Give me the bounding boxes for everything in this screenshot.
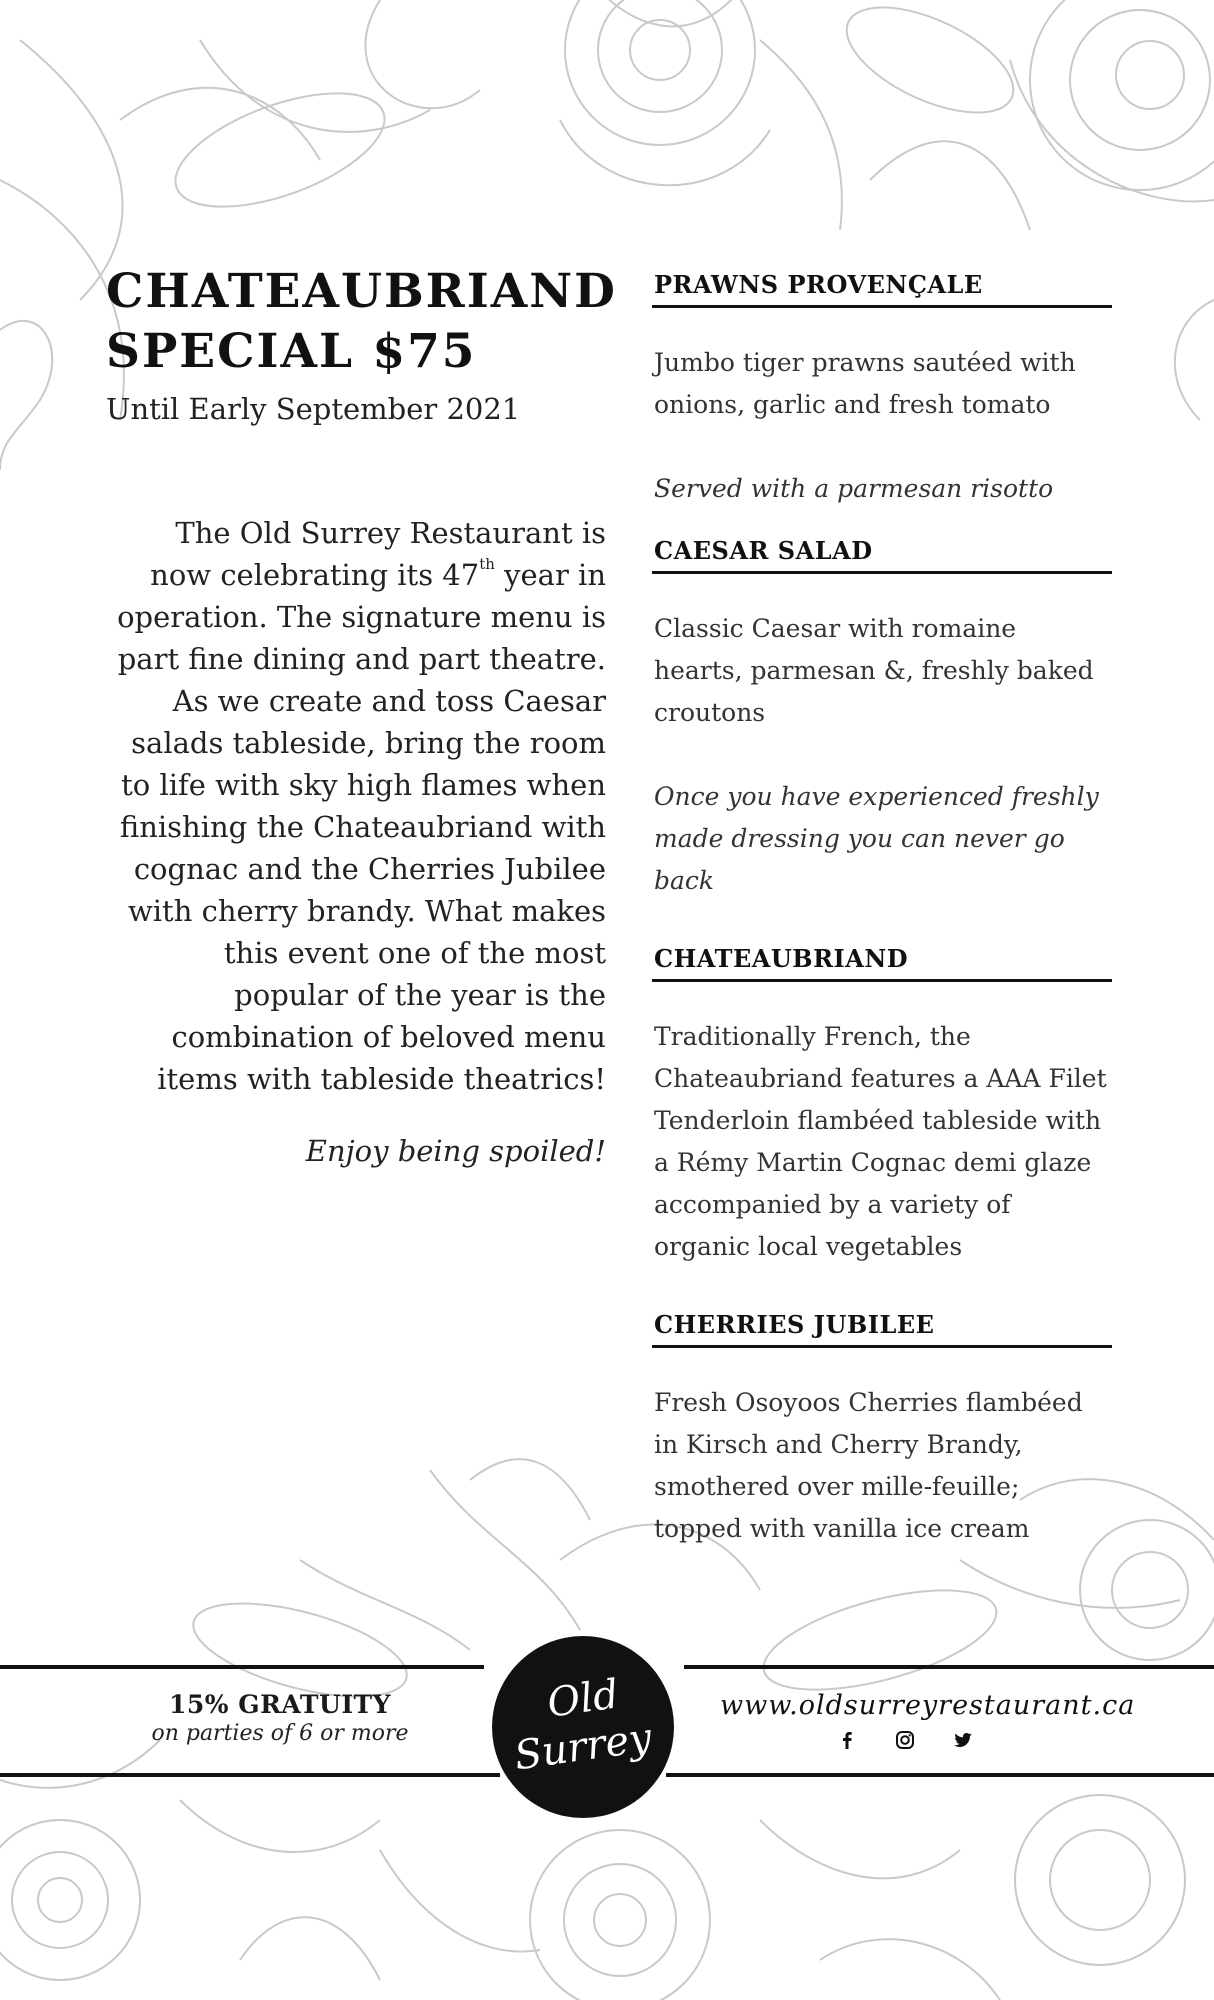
intro-tagline: Enjoy being spoiled! <box>305 1134 606 1168</box>
gratuity-notice <box>140 1690 420 1746</box>
menu-item-cherries-jubilee <box>652 1310 1112 1550</box>
menu-item-note: Served with a parmesan risotto <box>654 474 1054 503</box>
title-line2: SPECIAL <box>106 324 373 379</box>
special-price: $75 <box>372 324 477 379</box>
gratuity-title: 15% GRATUITY <box>169 1690 391 1719</box>
logo-line2: Surrey <box>511 1714 655 1780</box>
menu-item-title: CAESAR SALAD <box>652 536 1112 574</box>
footer-line-top-left <box>0 1665 484 1669</box>
menu-item-caesar-salad <box>652 536 1112 902</box>
social-icons <box>720 1729 1090 1751</box>
intro-text-part1: The Old Surrey Restaurant is now celebrating its 47 <box>150 516 606 592</box>
title-line1: CHATEAUBRIAND <box>106 264 617 319</box>
logo-line1: Old <box>544 1671 622 1727</box>
menu-item-chateaubriand <box>652 944 1112 1268</box>
menu-item-title: CHERRIES JUBILEE <box>652 1310 1112 1348</box>
menu-item-title: PRAWNS PROVENÇALE <box>652 270 1112 308</box>
instagram-icon[interactable] <box>894 1729 916 1751</box>
footer-line-top-right <box>684 1665 1214 1669</box>
footer-line-bottom-right <box>666 1773 1214 1777</box>
old-surrey-logo <box>492 1636 674 1818</box>
menu-item-description: Traditionally French, the Chateaubriand features a AAA Filet Tenderloin flambéed tableside with a Rémy Martin Cognac demi glaze accompanied by a variety of organic local vegetables <box>654 1022 1107 1261</box>
website-link[interactable]: www.oldsurreyrestaurant.ca <box>720 1690 1136 1721</box>
intro-superscript: th <box>479 555 495 573</box>
special-header <box>106 262 617 426</box>
gratuity-note: on parties of 6 or more <box>151 1721 409 1746</box>
menu-item-description: Fresh Osoyoos Cherries flambéed in Kirsch and Cherry Brandy, smothered over mille-feuille; topped with vanilla ice cream <box>654 1388 1083 1543</box>
menu-item-title: CHATEAUBRIAND <box>652 944 1112 982</box>
menu-list <box>652 270 1112 1592</box>
twitter-icon[interactable] <box>952 1729 974 1751</box>
special-title <box>106 262 617 382</box>
intro-text-part2: year in operation. The signature menu is part fine dining and part theatre. As we create and toss Caesar salads tableside, bring the room to life with sky high flames when finishing the Chateaubriand with cognac and the Cherries Jubilee with cherry brandy. What makes this event one of the most popular of the year is the combination of beloved menu items with tableside theatrics! <box>117 558 606 1096</box>
menu-item-description: Jumbo tiger prawns sautéed with onions, garlic and fresh tomato <box>654 348 1076 419</box>
intro-paragraph <box>106 512 606 1172</box>
menu-item-description: Classic Caesar with romaine hearts, parmesan &, freshly baked croutons <box>654 614 1094 727</box>
facebook-icon[interactable] <box>836 1729 858 1751</box>
menu-item-note: Once you have experienced freshly made dressing you can never go back <box>654 782 1099 895</box>
special-subtitle: Until Early September 2021 <box>106 392 521 426</box>
intro-text <box>106 512 606 1100</box>
menu-item-prawns-provencale <box>652 270 1112 510</box>
footer-line-bottom-left <box>0 1773 500 1777</box>
website-block <box>720 1690 1136 1751</box>
